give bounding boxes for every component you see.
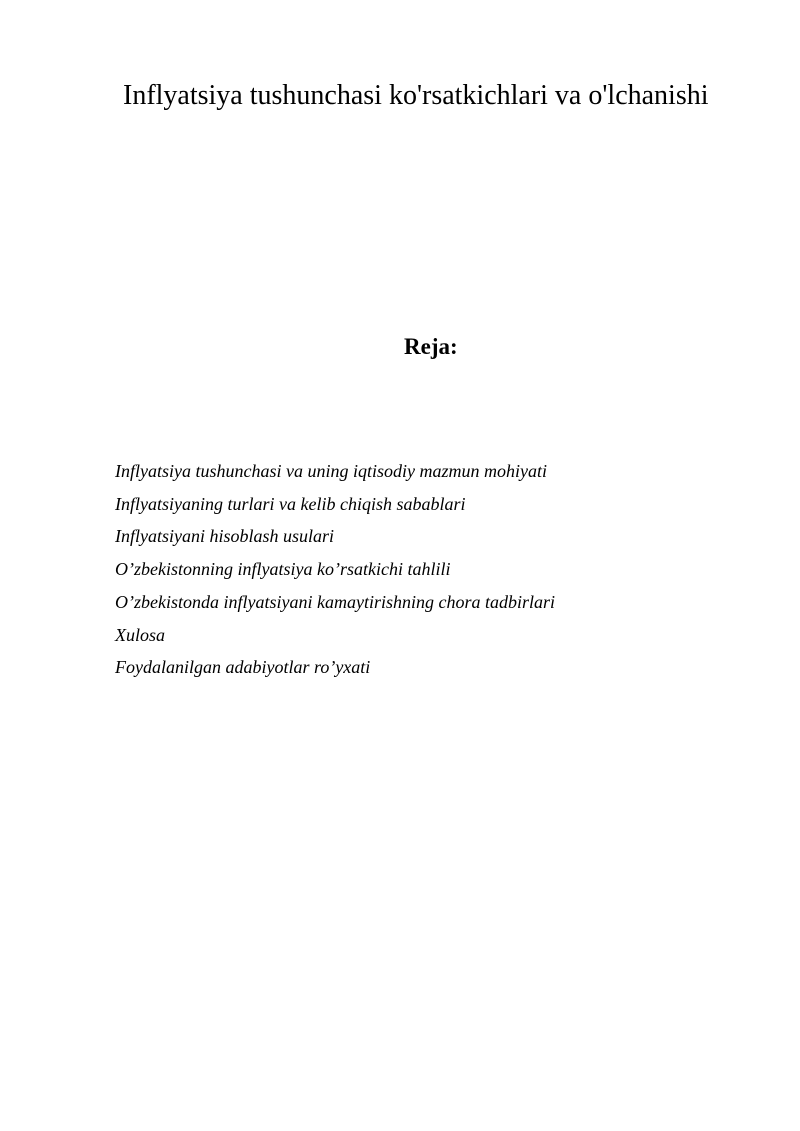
plan-item: Foydalanilgan adabiyotlar ro’yxati: [115, 657, 371, 678]
plan-item: Xulosa: [115, 624, 166, 645]
plan-list: [115, 455, 555, 684]
plan-heading: Reja:: [404, 334, 458, 359]
document-title: Inflyatsiya tushunchasi ko'rsatkichlari va o'lchanishi: [123, 80, 709, 111]
plan-item: Inflyatsiyaning turlari va kelib chiqish sabablari: [115, 493, 466, 514]
plan-item: Inflyatsiyani hisoblash usulari: [115, 526, 335, 547]
plan-item: O’zbekistonda inflyatsiyani kamaytirishning chora tadbirlari: [115, 591, 555, 612]
plan-item: Inflyatsiya tushunchasi va uning iqtisodiy mazmun mohiyati: [115, 461, 547, 481]
plan-item: O’zbekistonning inflyatsiya ko’rsatkichi tahlili: [115, 559, 451, 580]
